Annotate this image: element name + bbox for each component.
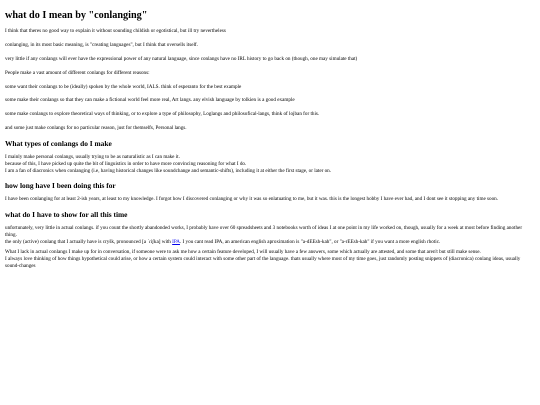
ipa-link[interactable]: IPA (172, 238, 180, 245)
intro-paragraph-5: some want their conlangs to be (ideally) spoken by the whole world, IALS. think of esperanto for the best example (5, 83, 242, 90)
intro-paragraph-3: very little if any conlangs will ever have the expressional power of any natural language, since conlangs have no IRL history to go back on (though, one may simulate that) (5, 55, 358, 62)
types-line-1: I mainly make personal conlangs, usually trying to be as naturalistic as I can make it. (5, 154, 180, 161)
section-heading-types: What types of conlangs do I make (5, 139, 112, 149)
section-heading-show: what do I have to show for all this time (5, 210, 128, 220)
types-line-3: I am a fan of diacronics when conlanging (i.e, having historical changes like soundchange and semantic-shifts), including it at either the first stage, or later on. (5, 167, 332, 174)
intro-paragraph-7: some make conlangs to explore theoretical ways of thinking, or to explore a type of philosophy, Loglangs and philosofical-langs, think of lojban for this. (5, 111, 320, 118)
intro-paragraph-1: I think that theres no good way to explain it without sounding childish or egotistical, but ill try nevertheless (5, 28, 226, 34)
types-line-2: because of this, I have picked up quite the bit of linguistics in order to have more convincing reasoning for what I do. (5, 160, 247, 167)
duration-paragraph: I have been conlanging for at least 2-ish years, at least to my knowledge. I forgot how I discovered conlanging or why it was so enlatuating to me, but it was. this is the longest hobby I have ever had, and I dont see it stopping any time soon. (5, 196, 499, 203)
show-line-works: unfortunately, very little in actual conlangs. if you count the shortly abandonded works, I probably have over 60 spreadsheets and 3 notebooks worth of ideas I at one point in my life worked on, though, usually for a week at most before finding another thing. (5, 225, 523, 239)
intro-paragraph-2: conlanging, in its most basic meaning, is "creating languages", but I think that oversells itself. (5, 41, 198, 48)
types-paragraph (5, 154, 535, 174)
section-heading-duration: how long have I been doing this for (5, 181, 116, 191)
conversation-line-2: I always love thinking of how things hypothetical could arise, or how a certain system could interact with some other part of the language. thats usually where most of my time goes, just randomly posting snippets of (diacronica) conlang ideas, usually sound-changes (5, 256, 521, 269)
active-conlang-text-end: . I you cant read IPA, an american english aproximation is "a-dEEsh-kah", or "a-rEEsh-kah" if you want a more english rhotic. (179, 238, 441, 245)
page-title: what do I mean by "conlanging" (5, 10, 148, 21)
show-paragraph (5, 225, 535, 245)
show-line-active-conlang (5, 239, 535, 246)
conversation-paragraph (5, 249, 535, 269)
conversation-line-1: What I lack in actual conlangs I make up for in conversation, if someone were to ask me how a certain feature developed, I will usually have a few answers, some which actually are attested, and some that aren't but still make sense. (5, 249, 481, 256)
intro-paragraph-6: some make their conlangs so that they can make a fictional world feel more real, Art langs. any elvish language by tolkien is a good example (5, 97, 295, 104)
intro-paragraph-8: and some just make conlangs for no particular reason, just for themselfs, Personal langs. (5, 125, 187, 132)
intro-paragraph-4: People make a vast amount of different conlangs for different reasons: (5, 69, 150, 76)
active-conlang-text-start: the only (active) conlang that I actually have is cryšk, pronounced [a ˈɾiʃka] with (5, 238, 173, 245)
